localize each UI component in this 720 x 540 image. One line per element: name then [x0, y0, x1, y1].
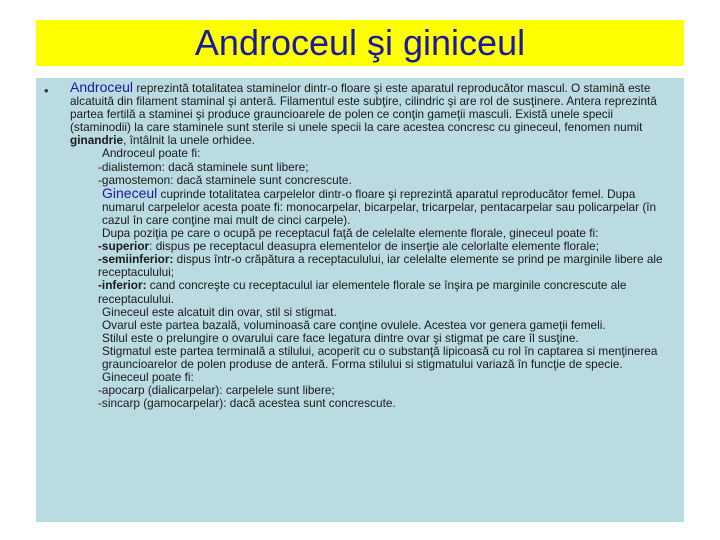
gineceu-type-sincarp: -sincarp (gamocarpelar): dacă acestea sunt concrescute. — [98, 396, 396, 411]
androceu-types-heading: Androceul poate fi: — [102, 146, 201, 161]
gineceu-semiinferior — [70, 253, 672, 279]
superior-term: -superior — [98, 239, 150, 254]
gineceu-intro: cuprinde totalitatea carpelelor dintr-o floare şi reprezintă aparatul reproducător femel. Dupa numarul carpelelor acesta poate fi: monocarpelar, bicarpelar, tricarpelar, pentacarpelar sau policarpelar (în cazul în care conţine mai mult de cinci carpele). — [102, 186, 657, 227]
inferior-term: -inferior: — [98, 278, 147, 293]
gineceu-term: Gineceul — [102, 184, 158, 201]
gineceu-style: Stilul este o prelungire o ovarului care face legatura dintre ovar şi stigmat pe care îl susţine. — [102, 330, 579, 345]
androceu-intro: reprezintă totalitatea staminelor dintr-o floare şi este aparatul reproducător mascul. O stamină este alcatuită din filament staminal şi anteră. Filamentul este subţire, cilindric şi are rol de susţinere. Antera reprezintă partea fertilă a staminei şi produce grauncioarele de polen ce conţin gameţii masculi. Există unele specii (staminodii) la care staminele sunt sterile si unele specii la care acestea concresc cu gineceul, fenomen numit — [70, 81, 657, 135]
gineceu-paragraph — [70, 184, 672, 227]
semiinferior-text: dispus într-o crăpătura a receptaculului, iar celelalte elemente se prind pe marginile libere ale receptaculului; — [98, 252, 663, 280]
content-panel — [36, 78, 684, 522]
slide-title-text: Androceul şi giniceul — [194, 22, 526, 63]
androceu-paragraph — [70, 81, 672, 147]
gineceu-types-heading: Gineceul poate fi: — [102, 370, 194, 385]
gineceu-stigma: Stigmatul este partea terminală a stilului, acoperit cu o substanţă lipicoasă cu rol în captarea si menţinerea grauncioarelor de polen produse de anteră. Forma stilului si stigmatului variază în funcţie de specie. — [102, 343, 658, 371]
bullet-marker: • — [44, 83, 49, 98]
ginandrie-term: ginandrie — [70, 133, 124, 148]
gineceu-inferior — [70, 279, 672, 305]
androceu-intro-end: , întâlnit la unele orhidee. — [123, 133, 255, 148]
gineceu-ovary: Ovarul este partea bazală, voluminoasă care conţine ovulele. Acestea vor genera gameţii femeli. — [102, 317, 606, 332]
androceu-type-dialistemon: -dialistemon: dacă staminele sunt libere; — [98, 159, 309, 174]
superior-text: : dispus pe receptacul deasupra elementelor de inserţie ale celorlalte elemente florale; — [149, 239, 599, 254]
androceu-term: Androceul — [70, 79, 134, 95]
gineceu-structure: Gineceul este alcatuit din ovar, stil si stigmat. — [102, 304, 337, 319]
semiinferior-term: -semiinferior: — [98, 252, 174, 267]
body-text — [70, 81, 672, 410]
androceu-type-gamostemon: -gamostemon: dacă staminele sunt concrescute. — [98, 172, 352, 187]
gineceu-position: Dupa poziţia pe care o ocupă pe receptacul faţă de celelalte elemente florale, gineceul poate fi: — [102, 226, 599, 241]
slide-title — [36, 20, 684, 66]
gineceu-type-apocarp: -apocarp (dialicarpelar): carpelele sunt libere; — [98, 383, 335, 398]
inferior-text: cand concreşte cu receptaculul iar elementele florale se înşira pe marginile concrescute ale receptaculului. — [98, 278, 627, 306]
